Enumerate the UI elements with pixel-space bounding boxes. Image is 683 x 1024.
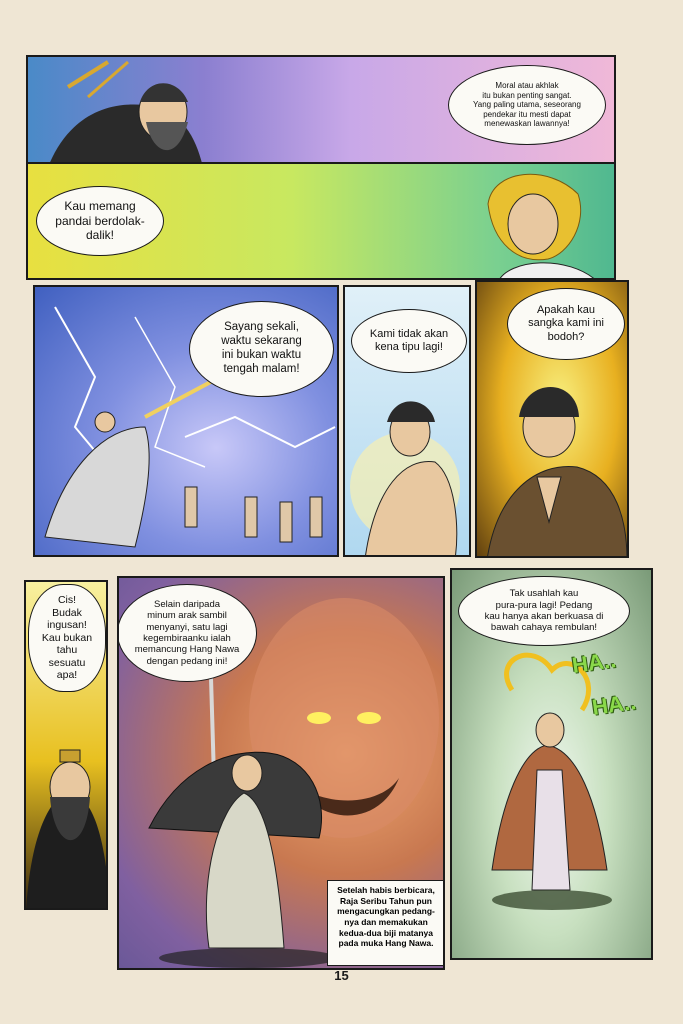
panel-8 (450, 568, 653, 960)
panel-6 (24, 580, 108, 910)
panel-5 (475, 280, 629, 558)
speech-bubble-1: Moral atau akhlak itu bukan penting sangat. Yang paling utama, seseorang pendekar itu mesti dapat menewaskan lawannya! (448, 65, 606, 145)
sound-effect-1: HA.. (570, 647, 618, 678)
old-master-figure (28, 57, 208, 165)
sound-effect-2: HA.. (590, 689, 638, 720)
panel-2 (26, 162, 616, 280)
blonde-hero-figure (458, 164, 616, 280)
panel-1 (26, 55, 616, 165)
speech-bubble-7: Selain daripada minum arak sambil menyanyi, satu lagi kegembiraanku ialah memancung Hang Nawa dengan pedang ini! (117, 584, 257, 682)
page-number: 15 (334, 968, 349, 983)
speech-bubble-5: Apakah kau sangka kami ini bodoh? (507, 288, 625, 360)
speech-bubble-3: Sayang sekali, waktu sekarang ini bukan waktu tengah malam! (189, 301, 334, 397)
speech-bubble-2: Kau memang pandai berdolak- dalik! (36, 186, 164, 256)
speech-bubble-8: Tak usahlah kau pura-pura lagi! Pedang kau hanya akan berkuasa di bawah cahaya rembulan! (458, 576, 630, 646)
panel-4 (343, 285, 471, 557)
speech-bubble-4: Kami tidak akan kena tipu lagi! (351, 309, 467, 373)
speech-bubble-6: Cis! Budak ingusan! Kau bukan tahu sesuatu apa! (28, 584, 106, 692)
panel-7 (117, 576, 445, 970)
panel-3 (33, 285, 339, 557)
narration-caption: Setelah habis berbicara, Raja Seribu Tahun pun mengacungkan pedang- nya dan memakukan kedua-dua biji matanya pada muka Hang Nawa. (327, 880, 445, 966)
